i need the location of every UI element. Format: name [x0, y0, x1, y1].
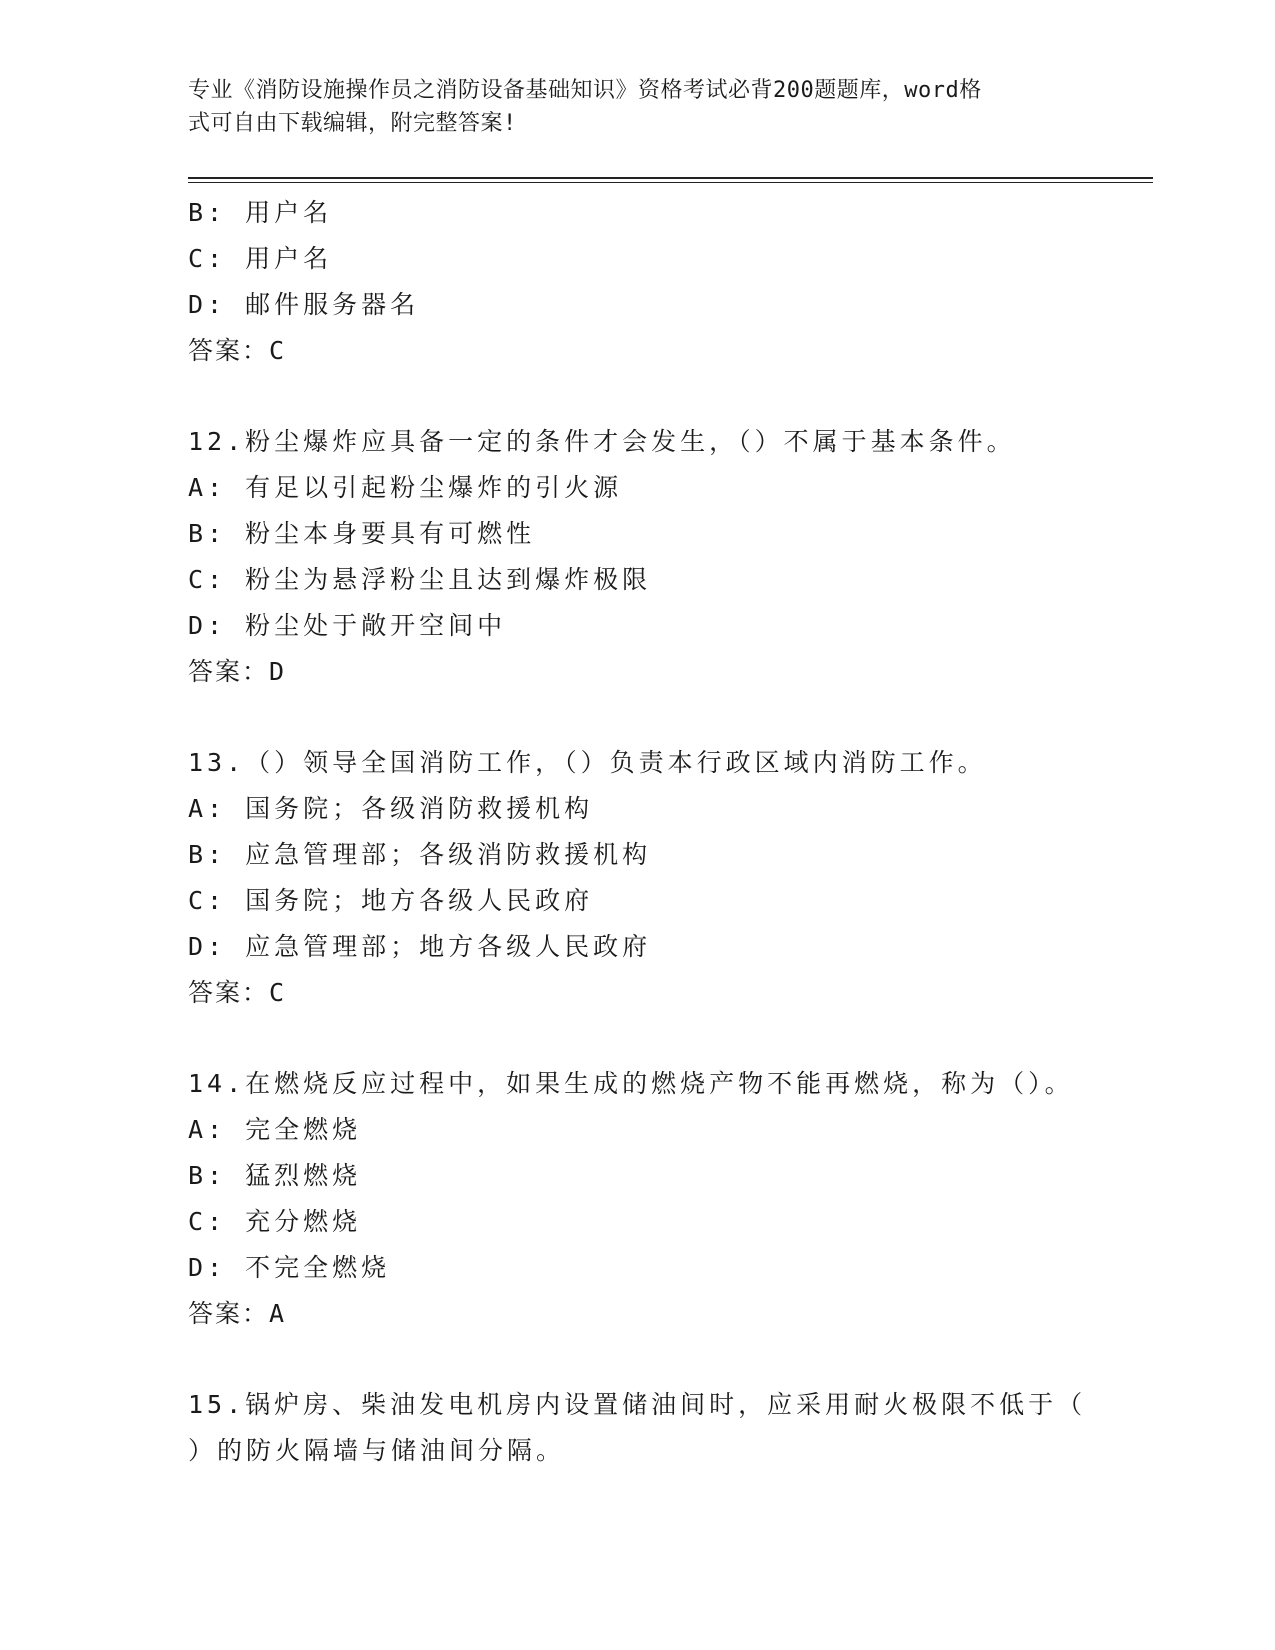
- header-line-1: 专业《消防设施操作员之消防设备基础知识》资格考试必背200题题库，word格: [188, 78, 982, 103]
- question-content: [188, 190, 1088, 1474]
- question-12: [188, 419, 1088, 695]
- header-line-2: 式可自由下载编辑，附完整答案!: [188, 111, 517, 136]
- header-divider-thin: [188, 182, 1153, 183]
- option-label: D:: [188, 932, 246, 961]
- option-a: [188, 1107, 1088, 1153]
- option-label: B:: [188, 840, 246, 869]
- option-b: [188, 511, 1088, 557]
- question-stem: 13.（）领导全国消防工作，（）负责本行政区域内消防工作。: [188, 748, 987, 777]
- option-d: [188, 603, 1088, 649]
- option-text: 猛烈燃烧: [245, 1161, 362, 1190]
- option-text: 用户名: [245, 198, 333, 227]
- answer: 答案：C: [188, 336, 287, 365]
- document-header: [188, 74, 1068, 140]
- option-d: [188, 282, 1088, 328]
- option-text: 用户名: [245, 244, 333, 273]
- option-b: [188, 832, 1088, 878]
- option-c: [188, 557, 1088, 603]
- option-label: A:: [188, 1115, 246, 1144]
- option-text: 有足以引起粉尘爆炸的引火源: [245, 473, 623, 502]
- question-stem-line-1: 15.锅炉房、柴油发电机房内设置储油间时，应采用耐火极限不低于（: [188, 1390, 1087, 1419]
- option-text: 应急管理部；各级消防救援机构: [245, 840, 652, 869]
- spacer: [188, 695, 1088, 740]
- option-d: [188, 924, 1088, 970]
- option-label: D:: [188, 1253, 246, 1282]
- option-label: B:: [188, 519, 246, 548]
- question-stem: 12.粉尘爆炸应具备一定的条件才会发生，（）不属于基本条件。: [188, 427, 1016, 456]
- option-text: 完全燃烧: [245, 1115, 362, 1144]
- option-label: C:: [188, 244, 246, 273]
- option-label: A:: [188, 794, 246, 823]
- answer: 答案：A: [188, 1299, 287, 1328]
- option-a: [188, 786, 1088, 832]
- option-text: 邮件服务器名: [245, 290, 420, 319]
- option-label: D:: [188, 611, 246, 640]
- option-text: 不完全燃烧: [245, 1253, 391, 1282]
- option-text: 国务院；地方各级人民政府: [245, 886, 594, 915]
- question-14: [188, 1061, 1088, 1337]
- option-c: [188, 878, 1088, 924]
- question-13: [188, 740, 1088, 1016]
- option-text: 国务院；各级消防救援机构: [245, 794, 594, 823]
- option-c: [188, 236, 1088, 282]
- option-text: 粉尘为悬浮粉尘且达到爆炸极限: [245, 565, 652, 594]
- option-text: 粉尘处于敞开空间中: [245, 611, 507, 640]
- option-c: [188, 1199, 1088, 1245]
- question-stem-line-2: ）的防火隔墙与储油间分隔。: [188, 1436, 566, 1465]
- option-text: 粉尘本身要具有可燃性: [245, 519, 536, 548]
- option-d: [188, 1245, 1088, 1291]
- spacer: [188, 1016, 1088, 1061]
- option-label: C:: [188, 886, 246, 915]
- option-label: C:: [188, 565, 246, 594]
- option-label: D:: [188, 290, 246, 319]
- answer: 答案：C: [188, 978, 287, 1007]
- spacer: [188, 1337, 1088, 1382]
- option-text: 充分燃烧: [245, 1207, 362, 1236]
- answer: 答案：D: [188, 657, 287, 686]
- question-stem: 14.在燃烧反应过程中，如果生成的燃烧产物不能再燃烧，称为（）。: [188, 1069, 1074, 1098]
- option-label: A:: [188, 473, 246, 502]
- header-divider-thick: [188, 177, 1153, 179]
- option-label: C:: [188, 1207, 246, 1236]
- option-b: [188, 1153, 1088, 1199]
- question-11-tail: [188, 190, 1088, 374]
- question-15: [188, 1382, 1088, 1474]
- option-b: [188, 190, 1088, 236]
- option-text: 应急管理部；地方各级人民政府: [245, 932, 652, 961]
- option-label: B:: [188, 198, 246, 227]
- option-label: B:: [188, 1161, 246, 1190]
- spacer: [188, 374, 1088, 419]
- option-a: [188, 465, 1088, 511]
